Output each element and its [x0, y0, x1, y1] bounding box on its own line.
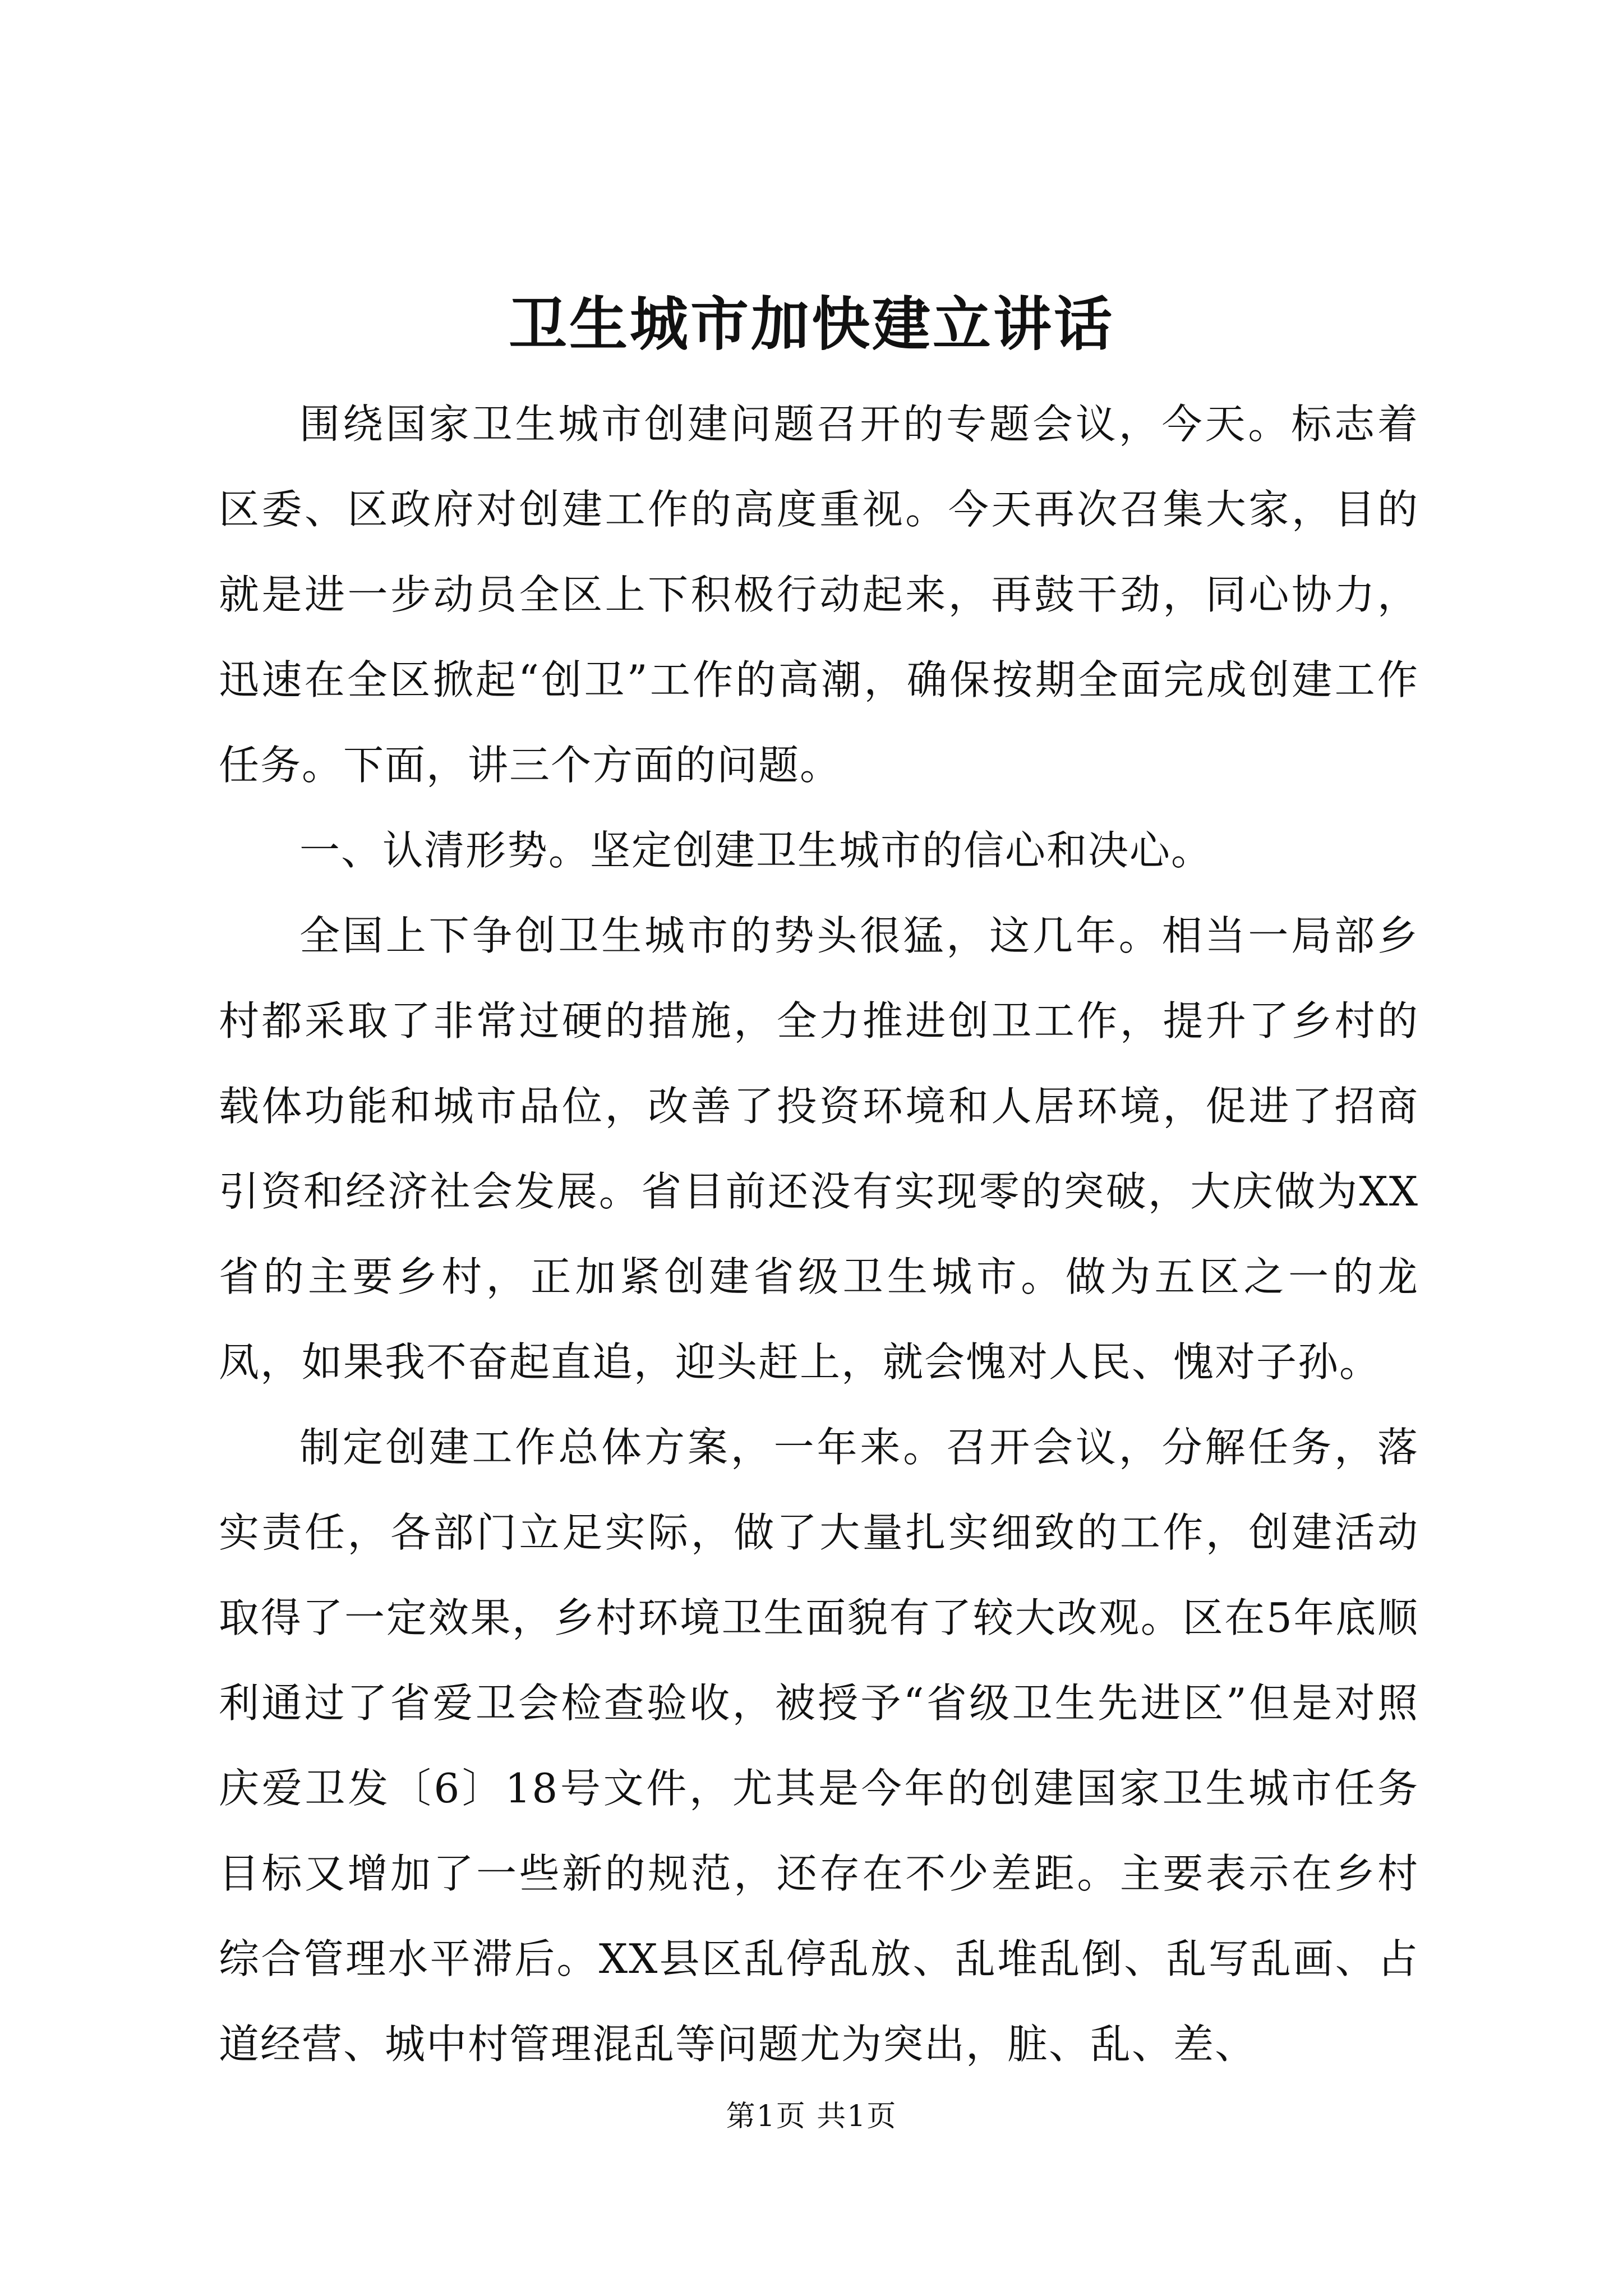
paragraph-intro: 围绕国家卫生城市创建问题召开的专题会议，今天。标志着区委、区政府对创建工作的高度重视。今天再次召集大家，目的就是进一步动员全区上下积极行动起来，再鼓干劲，同心协力，迅速在全区掀起“创卫”工作的高潮，确保按期全面完成创建工作任务。下面，讲三个方面的问题。	[219, 401, 1419, 789]
paragraph-situation: 全国上下争创卫生城市的势头很猛，这几年。相当一局部乡村都采取了非常过硬的措施，全力推进创卫工作，提升了乡村的载体功能和城市品位，改善了投资环境和人居环境，促进了招商引资和经济社会发展。省目前还没有实现零的突破，大庆做为XX省的主要乡村，正加紧创建省级卫生城市。做为五区之一的龙凤，如果我不奋起直追，迎头赶上，就会愧对人民、愧对子孙。	[219, 912, 1419, 1386]
paragraph-progress: 制定创建工作总体方案，一年来。召开会议，分解任务，落实责任，各部门立足实际，做了大量扎实细致的工作，创建活动取得了一定效果，乡村环境卫生面貌有了较大改观。区在5年底顺利通过了省爱卫会检查验收，被授予“省级卫生先进区”但是对照庆爱卫发〔6〕18号文件，尤其是今年的创建国家卫生城市任务目标又增加了一些新的规范，还存在不少差距。主要表示在乡村综合管理水平滞后。XX县区乱停乱放、乱堆乱倒、乱写乱画、占道经营、城中村管理混乱等问题尤为突出，脏、乱、差、	[219, 1424, 1419, 2068]
section-heading-1: 一、认清形势。坚定创建卫生城市的信心和决心。	[299, 827, 1213, 874]
document-body	[219, 381, 1419, 2087]
page-footer: 第1页 共1页	[726, 2100, 897, 2133]
page-title: 卫生城市加快建立讲话	[508, 289, 1114, 358]
